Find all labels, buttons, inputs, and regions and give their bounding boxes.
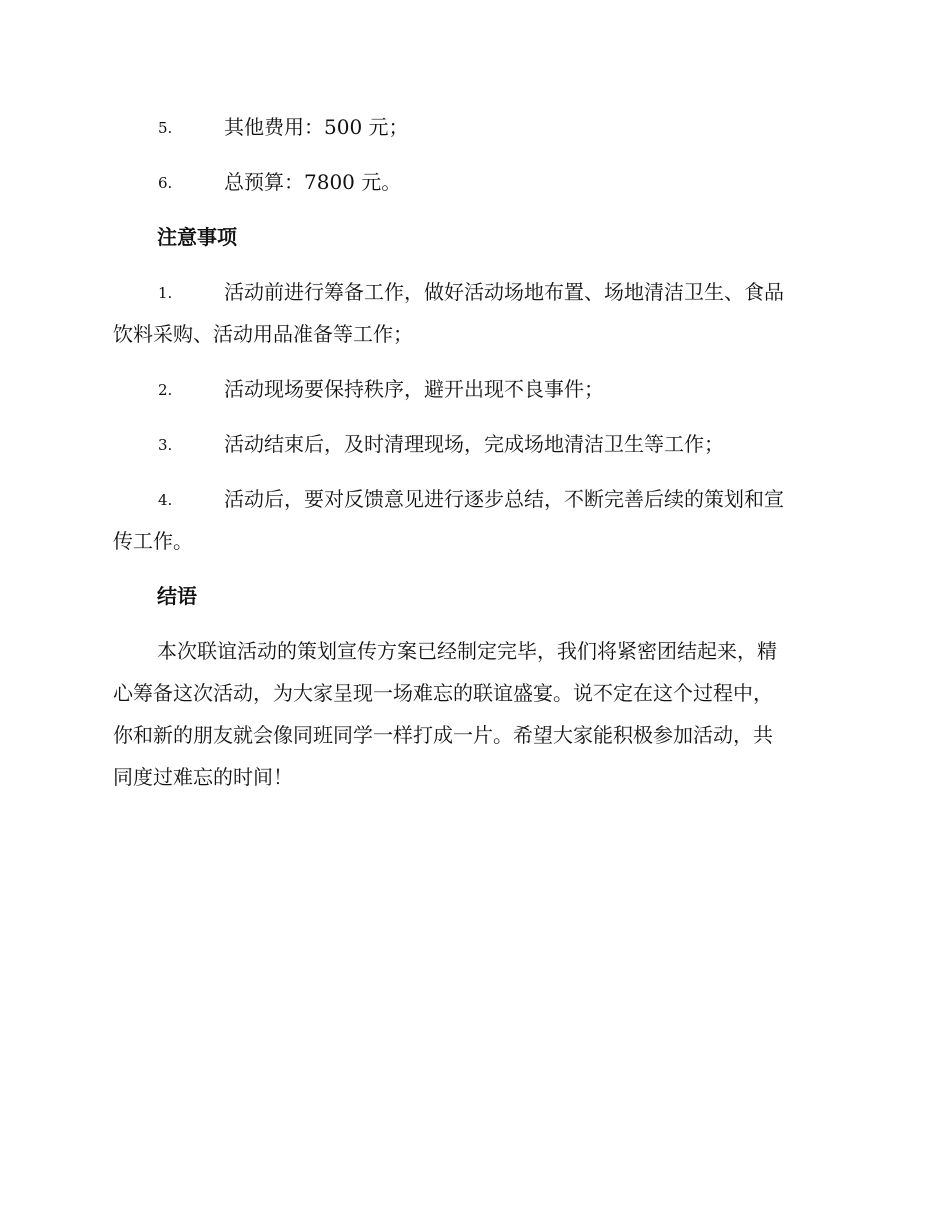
list-item-text: 其他费用：500 元； xyxy=(224,115,409,139)
list-number: 1. xyxy=(158,284,173,302)
paragraph-line: 你和新的朋友就会像同班同学一样打成一片。希望大家能积极参加活动，共 xyxy=(113,723,773,747)
list-number: 4. xyxy=(158,491,173,509)
list-item-text: 活动结束后，及时清理现场，完成场地清洁卫生等工作； xyxy=(224,432,724,456)
paragraph-line: 本次联谊活动的策划宣传方案已经制定完毕，我们将紧密团结起来，精 xyxy=(157,639,777,663)
list-number: 6. xyxy=(158,174,173,192)
list-item-continuation: 传工作。 xyxy=(113,529,193,553)
section-heading-conclusion: 结语 xyxy=(157,584,197,608)
list-item-text: 活动后，要对反馈意见进行逐步总结，不断完善后续的策划和宣 xyxy=(224,487,784,511)
list-item-text: 活动前进行筹备工作，做好活动场地布置、场地清洁卫生、食品 xyxy=(224,280,784,304)
paragraph-line: 同度过难忘的时间！ xyxy=(113,765,293,789)
paragraph-line: 心筹备这次活动，为大家呈现一场难忘的联谊盛宴。说不定在这个过程中， xyxy=(113,681,773,705)
list-number: 3. xyxy=(158,436,173,454)
list-number: 5. xyxy=(158,119,173,137)
list-item-continuation: 饮料采购、活动用品准备等工作； xyxy=(113,322,413,346)
list-item-text: 总预算：7800 元。 xyxy=(224,170,402,194)
list-number: 2. xyxy=(158,381,173,399)
section-heading-notes: 注意事项 xyxy=(157,225,237,249)
list-item-text: 活动现场要保持秩序，避开出现不良事件； xyxy=(224,377,604,401)
